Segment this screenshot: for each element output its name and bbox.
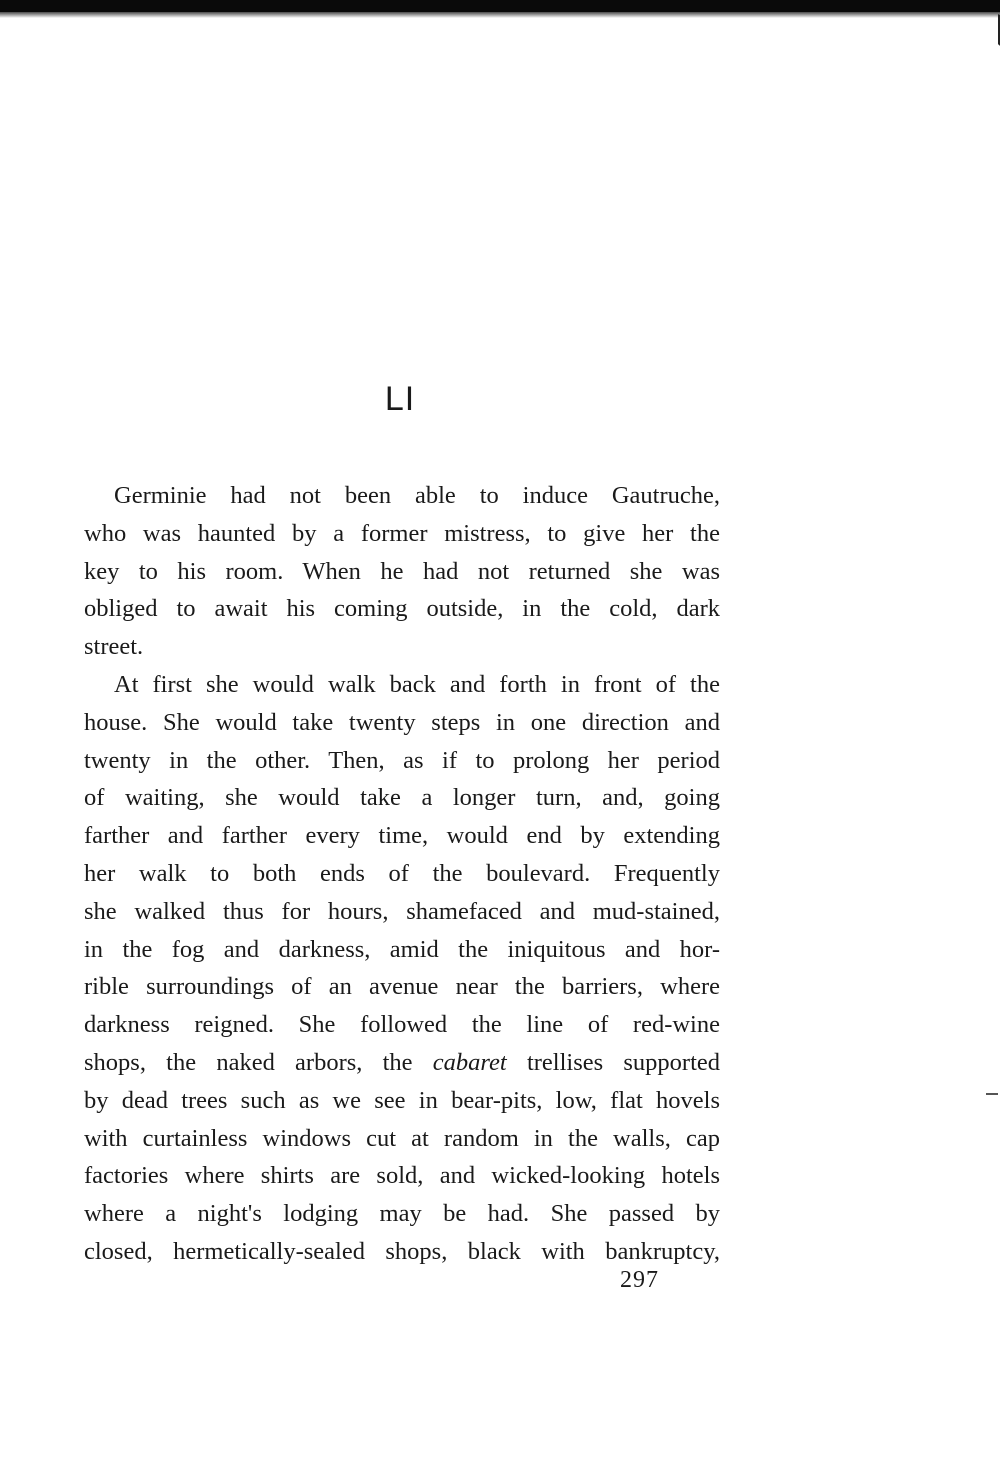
text-line: by dead trees such as we see in bear-pits, low, flat hovels <box>84 1086 720 1114</box>
text-line: factories where shirts are sold, and wicked-looking hotels <box>84 1162 720 1190</box>
italic-word: cabaret <box>432 1048 507 1076</box>
scan-corner-mark <box>984 9 1000 46</box>
paragraph-1 <box>84 477 720 666</box>
text-line: farther and farther every time, would end by extending <box>84 822 720 850</box>
text-line: street. <box>84 633 144 661</box>
text-line: she walked thus for hours, shamefaced and mud-stained, <box>84 897 720 925</box>
page-number: 297 <box>620 1267 659 1293</box>
text-line: obliged to await his coming outside, in the cold, dark <box>84 595 720 623</box>
text-line-with-italic <box>84 1044 720 1082</box>
text-line: At first she would walk back and forth in front of the <box>114 670 720 698</box>
text-line: with curtainless windows cut at random in the walls, cap <box>84 1124 720 1152</box>
text-line: of waiting, she would take a longer turn, and, going <box>84 784 720 812</box>
text-line: her walk to both ends of the boulevard. Frequently <box>84 859 720 887</box>
text-line: darkness reigned. She followed the line of red-wine <box>84 1011 720 1039</box>
text-line: in the fog and darkness, amid the iniquitous and hor- <box>84 935 720 963</box>
text-line: house. She would take twenty steps in one direction and <box>84 708 720 736</box>
text-line: twenty in the other. Then, as if to prolong her period <box>84 746 720 774</box>
text-line: key to his room. When he had not returned she was <box>84 557 720 585</box>
scan-top-edge <box>0 0 1000 12</box>
scan-edge-shadow <box>0 12 1000 18</box>
text-line: rible surroundings of an avenue near the barriers, where <box>84 973 720 1001</box>
text-line: who was haunted by a former mistress, to give her the <box>84 519 720 547</box>
chapter-body <box>84 477 720 1271</box>
paragraph-2 <box>84 666 720 1271</box>
chapter-heading: LI <box>384 380 416 418</box>
text-line: Germinie had not been able to induce Gautruche, <box>114 482 720 509</box>
line-segment: trellises supported <box>526 1048 721 1076</box>
text-line: closed, hermetically-sealed shops, black with bankruptcy, <box>84 1237 720 1265</box>
line-segment: shops, the naked arbors, the <box>84 1048 413 1076</box>
margin-speck <box>986 1093 998 1095</box>
text-line: where a night's lodging may be had. She passed by <box>84 1200 720 1228</box>
